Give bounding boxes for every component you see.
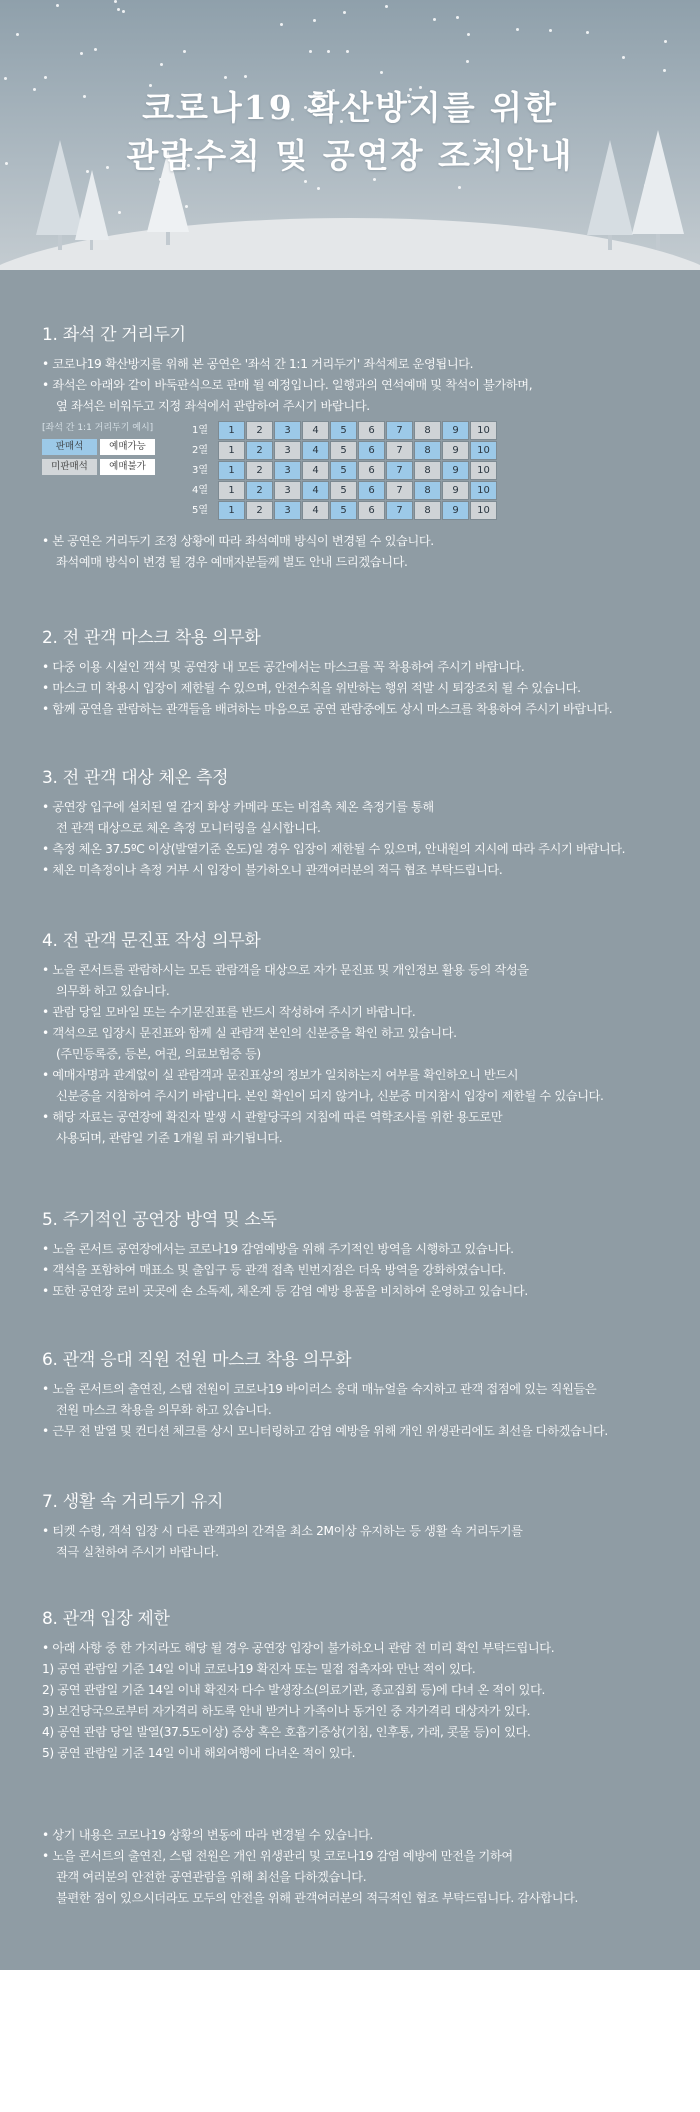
seat-row-label: 1열: [192, 425, 209, 436]
seat-row: [192, 421, 498, 440]
section-staff-mask: [42, 1347, 672, 1442]
section-distancing: [42, 1489, 672, 1563]
text-line: 사용되며, 관람일 기준 1개월 뒤 파기됩니다.: [56, 1131, 283, 1145]
snow-dot: [549, 29, 552, 32]
seat-sold: 8: [414, 441, 441, 460]
legend-unsold: 미판매석: [42, 459, 97, 475]
page-title: [0, 84, 700, 180]
snow-dot: [380, 71, 383, 74]
seat-sold: 6: [358, 481, 385, 500]
seat-row-label: 4열: [192, 485, 209, 496]
text-line: • 체온 미측정이나 측정 거부 시 입장이 불가하오니 관객여러분의 적극 협조 부탁드립니다.: [42, 863, 503, 877]
seat-blocked: 4: [302, 501, 329, 520]
snow-dot: [516, 28, 519, 31]
snow-dot: [224, 76, 227, 79]
snow-dot: [309, 50, 312, 53]
seat-sold: 7: [386, 501, 413, 520]
text-line: 의무화 하고 있습니다.: [56, 984, 170, 998]
section-title: 3. 전 관객 대상 체온 측정: [42, 768, 229, 788]
section-title: 1. 좌석 간 거리두기: [42, 325, 186, 345]
snow-dot: [94, 48, 97, 51]
seat-blocked: 6: [358, 461, 385, 480]
seat-sold: 2: [246, 481, 273, 500]
seat-row-label: 5열: [192, 505, 209, 516]
text-line: • 또한 공연장 로비 곳곳에 손 소독제, 체온계 등 감염 예방 용품을 비치하여 운영하고 있습니다.: [42, 1284, 528, 1298]
seat-sold: 7: [386, 461, 413, 480]
section-title: 4. 전 관객 문진표 작성 의무화: [42, 931, 261, 951]
snow-dot: [304, 180, 307, 183]
seat-legend: [42, 421, 162, 475]
snow-dot: [313, 19, 316, 22]
snow-dot: [317, 187, 320, 190]
text-line: • 코로나19 확산방지를 위해 본 공연은 '좌석 간 1:1 거리두기' 좌석제로 운영됩니다.: [42, 357, 474, 371]
seat-blocked: 2: [246, 421, 273, 440]
snow-dot: [586, 31, 589, 34]
text-line: • 객석으로 입장시 문진표와 함께 실 관람객 본인의 신분증을 확인 하고 있습니다.: [42, 1026, 457, 1040]
snow-dot: [56, 4, 59, 7]
seat-blocked: 10: [470, 421, 497, 440]
text-line: • 해당 자료는 공연장에 확진자 발생 시 관할당국의 지침에 따른 역학조사를 위한 용도로만: [42, 1110, 503, 1124]
text-line: 4) 공연 관람 당일 발열(37.5도이상) 증상 혹은 호흡기증상(기침, 인후통, 가래, 콧물 등)이 있다.: [42, 1725, 531, 1739]
legend-sold: 판매석: [42, 439, 97, 455]
seat-sold: 2: [246, 441, 273, 460]
page-title-line: 관람수칙 및 공연장 조치안내: [126, 136, 574, 175]
seat-example-label: [좌석 간 1:1 거리두기 예시]: [42, 423, 154, 433]
snow-dot: [117, 8, 120, 11]
section-disinfection: [42, 1207, 672, 1302]
text-line: 전원 마스크 착용을 의무화 하고 있습니다.: [56, 1403, 272, 1417]
seat-sold: 5: [330, 501, 357, 520]
seat-blocked: 9: [442, 441, 469, 460]
snow-dot: [122, 10, 125, 13]
text-line: • 객석을 포함하여 매표소 및 출입구 등 관객 접촉 빈번지점은 더욱 방역을 강화하였습니다.: [42, 1263, 506, 1277]
seat-blocked: 6: [358, 501, 385, 520]
legend-unavailable: 예매불가: [100, 459, 155, 475]
text-line: • 마스크 미 착용시 입장이 제한될 수 있으며, 안전수칙을 위반하는 행위 적발 시 퇴장조치 될 수 있습니다.: [42, 681, 581, 695]
snow-dot: [280, 23, 283, 26]
text-line: 3) 보건당국으로부터 자가격리 하도록 안내 받거나 가족이나 동거인 중 자가격리 대상자가 있다.: [42, 1704, 531, 1718]
section-title: 8. 관객 입장 제한: [42, 1609, 170, 1629]
seat-blocked: 7: [386, 481, 413, 500]
seat-blocked: 3: [274, 441, 301, 460]
seat-sold: 4: [302, 481, 329, 500]
seat-blocked: 5: [330, 481, 357, 500]
seat-sold: 10: [470, 481, 497, 500]
text-line: 1) 공연 관람일 기준 14일 이내 코로나19 확진자 또는 밀접 접촉자와 만난 적이 있다.: [42, 1662, 476, 1676]
snow-dot: [44, 76, 47, 79]
seat-blocked: 8: [414, 461, 441, 480]
text-line: • 본 공연은 거리두기 조정 상황에 따라 좌석예매 방식이 변경될 수 있습니다.: [42, 534, 434, 548]
seat-blocked: 1: [218, 481, 245, 500]
section-title: 5. 주기적인 공연장 방역 및 소독: [42, 1210, 277, 1230]
seat-sold: 9: [442, 501, 469, 520]
snow-dot: [346, 50, 349, 53]
section-questionnaire: [42, 928, 672, 1149]
tree-icon: [74, 170, 110, 250]
text-line: 적극 실천하여 주시기 바랍니다.: [56, 1545, 219, 1559]
seat-example: [42, 421, 672, 523]
seat-blocked: 1: [218, 441, 245, 460]
bottom-blank: [0, 1970, 700, 2112]
text-line: • 노을 콘서트의 출연진, 스탭 전원이 코로나19 바이러스 응대 매뉴얼을 숙지하고 관객 접점에 있는 직원들은: [42, 1382, 597, 1396]
snow-dot: [385, 5, 388, 8]
snow-dot: [458, 186, 461, 189]
snow-dot: [622, 56, 625, 59]
section-seat-distancing: [42, 322, 672, 573]
snow-dot: [80, 52, 83, 55]
section-mask: [42, 625, 672, 720]
text-line: 전 관객 대상으로 체온 측정 모니터링을 실시합니다.: [56, 821, 321, 835]
snow-dot: [467, 33, 470, 36]
seat-blocked: 7: [386, 441, 413, 460]
seat-blocked: 9: [442, 481, 469, 500]
snow-dot: [244, 75, 247, 78]
seat-blocked: 3: [274, 481, 301, 500]
section-title: 2. 전 관객 마스크 착용 의무화: [42, 628, 261, 648]
text-line: 관객 여러분의 안전한 공연관람을 위해 최선을 다하겠습니다.: [56, 1870, 367, 1884]
header-banner: [0, 0, 700, 270]
seat-row: [192, 461, 498, 480]
text-line: • 노을 콘서트를 관람하시는 모든 관람객을 대상으로 자가 문진표 및 개인정보 활용 등의 작성을: [42, 963, 529, 977]
seat-row-label: 3열: [192, 465, 209, 476]
page-title-line: 코로나19 확산방지를 위한: [142, 88, 558, 127]
text-line: (주민등록증, 등본, 여권, 의료보험증 등): [56, 1047, 261, 1061]
seat-sold: 7: [386, 421, 413, 440]
text-line: • 아래 사항 중 한 가지라도 해당 될 경우 공연장 입장이 불가하오니 관람 전 미리 확인 부탁드립니다.: [42, 1641, 555, 1655]
text-line: • 좌석은 아래와 같이 바둑판식으로 판매 될 예정입니다. 일행과의 연석예매 및 착석이 불가하며,: [42, 378, 533, 392]
text-line: • 예매자명과 관계없이 실 관람객과 문진표상의 정보가 일치하는지 여부를 확인하오니 반드시: [42, 1068, 519, 1082]
seat-sold: 3: [274, 501, 301, 520]
snow-dot: [118, 211, 121, 214]
seat-blocked: 2: [246, 501, 273, 520]
seat-row: [192, 481, 498, 500]
text-line: 좌석예매 방식이 변경 될 경우 예매자분들께 별도 안내 드리겠습니다.: [56, 555, 408, 569]
seat-blocked: 8: [414, 501, 441, 520]
seat-sold: 8: [414, 481, 441, 500]
text-line: • 다중 이용 시설인 객석 및 공연장 내 모든 공간에서는 마스크를 꼭 착용하여 주시기 바랍니다.: [42, 660, 525, 674]
seat-blocked: 5: [330, 441, 357, 460]
snow-dot: [160, 63, 163, 66]
content-panel: [0, 270, 700, 1970]
seat-sold: 3: [274, 421, 301, 440]
snow-dot: [433, 18, 436, 21]
text-line: 2) 공연 관람일 기준 14일 이내 확진자 다수 발생장소(의료기관, 종교집회 등)에 다녀 온 적이 있다.: [42, 1683, 546, 1697]
seat-blocked: 4: [302, 421, 329, 440]
text-line: 신분증을 지참하여 주시기 바랍니다. 본인 확인이 되지 않거나, 신분증 미지참시 입장이 제한될 수 있습니다.: [56, 1089, 604, 1103]
snow-dot: [327, 50, 330, 53]
text-line: • 근무 전 발열 및 컨디션 체크를 상시 모니터링하고 감염 예방을 위해 개인 위생관리에도 최선을 다하겠습니다.: [42, 1424, 608, 1438]
section-notice: [42, 1825, 672, 1909]
snow-dot: [466, 60, 469, 63]
text-line: • 공연장 입구에 설치된 열 감지 화상 카메라 또는 비접촉 체온 측정기를 통해: [42, 800, 434, 814]
text-line: • 함께 공연을 관람하는 관객들을 배려하는 마음으로 공연 관람중에도 상시 마스크를 착용하여 주시기 바랍니다.: [42, 702, 613, 716]
seat-sold: 5: [330, 421, 357, 440]
snow-dot: [343, 11, 346, 14]
snow-dot: [664, 40, 667, 43]
snow-dot: [4, 77, 7, 80]
text-line: 옆 좌석은 비워두고 지정 좌석에서 관람하여 주시기 바랍니다.: [56, 399, 370, 413]
seat-blocked: 6: [358, 421, 385, 440]
seat-row: [192, 501, 498, 520]
seat-sold: 9: [442, 461, 469, 480]
seat-sold: 6: [358, 441, 385, 460]
section-title: 7. 생활 속 거리두기 유지: [42, 1492, 224, 1512]
seat-sold: 9: [442, 421, 469, 440]
snow-dot: [114, 0, 117, 3]
text-line: • 티켓 수령, 객석 입장 시 다른 관객과의 간격을 최소 2M이상 유지하는 등 생활 속 거리두기를: [42, 1524, 523, 1538]
seat-blocked: 10: [470, 461, 497, 480]
seat-row: [192, 441, 498, 460]
seat-sold: 10: [470, 441, 497, 460]
legend-available: 예매가능: [100, 439, 155, 455]
seat-grid: [192, 421, 498, 521]
text-line: • 노을 콘서트 공연장에서는 코로나19 감염예방을 위해 주기적인 방역을 시행하고 있습니다.: [42, 1242, 514, 1256]
seat-sold: 1: [218, 501, 245, 520]
section-title: 6. 관객 응대 직원 전원 마스크 착용 의무화: [42, 1350, 352, 1370]
text-line: 5) 공연 관람일 기준 14일 이내 해외여행에 다녀온 적이 있다.: [42, 1746, 356, 1760]
text-line: 불편한 점이 있으시더라도 모두의 안전을 위해 관객여러분의 적극적인 협조 부탁드립니다. 감사합니다.: [56, 1891, 579, 1905]
seat-blocked: 4: [302, 461, 329, 480]
seat-sold: 1: [218, 421, 245, 440]
text-line: • 관람 당일 모바일 또는 수기문진표를 반드시 작성하여 주시기 바랍니다.: [42, 1005, 416, 1019]
section-entry-restriction: [42, 1606, 672, 1764]
seat-sold: 1: [218, 461, 245, 480]
text-line: • 상기 내용은 코로나19 상황의 변동에 따라 변경될 수 있습니다.: [42, 1828, 374, 1842]
section-temperature: [42, 765, 672, 881]
seat-blocked: 8: [414, 421, 441, 440]
snow-dot: [456, 16, 459, 19]
seat-sold: 3: [274, 461, 301, 480]
seat-blocked: 10: [470, 501, 497, 520]
snow-dot: [16, 33, 19, 36]
text-line: • 측정 체온 37.5ºC 이상(발열기준 온도)일 경우 입장이 제한될 수 있으며, 안내원의 지시에 따라 주시기 바랍니다.: [42, 842, 626, 856]
snow-dot: [663, 69, 666, 72]
seat-blocked: 2: [246, 461, 273, 480]
text-line: • 노을 콘서트의 출연진, 스탭 전원은 개인 위생관리 및 코로나19 감염 예방에 만전을 기하여: [42, 1849, 513, 1863]
seat-row-label: 2열: [192, 445, 209, 456]
seat-sold: 4: [302, 441, 329, 460]
seat-sold: 5: [330, 461, 357, 480]
snow-dot: [183, 50, 186, 53]
